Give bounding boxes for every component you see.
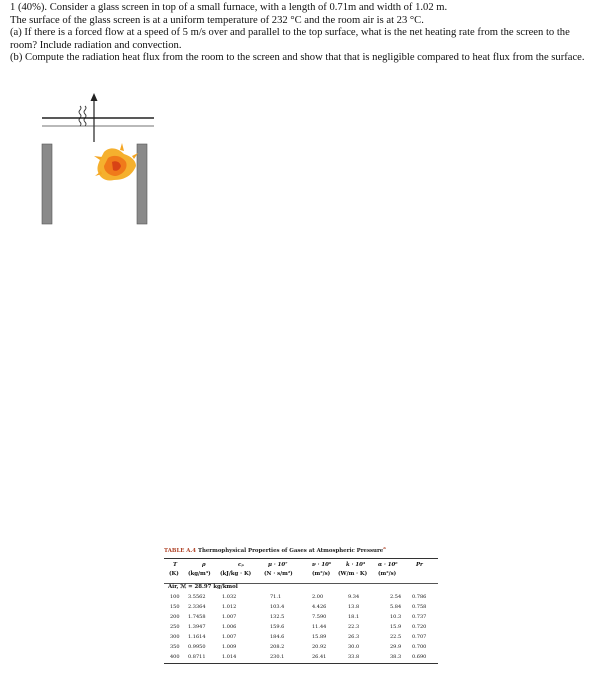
header-k-symbol: k · 10³ — [346, 561, 366, 568]
table-caption — [164, 545, 438, 554]
header-k-unit: (W/m · K) — [338, 570, 368, 577]
cell-mu: 159.6 — [270, 623, 285, 630]
furnace-figure — [0, 90, 200, 230]
cell-t: 250 — [170, 623, 180, 630]
cell-t: 400 — [170, 653, 180, 660]
cell-cp: 1.006 — [222, 623, 237, 630]
cell-k: 18.1 — [348, 613, 360, 620]
cell-rho: 1.7458 — [188, 613, 206, 620]
cell-cp: 1.014 — [222, 653, 237, 660]
cell-alpha: 5.84 — [390, 603, 402, 610]
cell-rho: 0.9950 — [188, 643, 206, 650]
cell-rho: 1.1614 — [188, 633, 206, 640]
furnace-diagram — [0, 90, 200, 230]
cell-alpha: 38.3 — [390, 653, 402, 660]
table-caption-note: a — [383, 545, 386, 550]
header-t-symbol: T — [173, 561, 178, 568]
header-pr-symbol: Pr — [416, 561, 423, 568]
cell-nu: 11.44 — [312, 623, 327, 630]
cell-pr: 0.737 — [412, 613, 427, 620]
cell-nu: 4.426 — [312, 603, 327, 610]
cell-pr: 0.707 — [412, 633, 427, 640]
cell-t: 350 — [170, 643, 180, 650]
flame-icon — [94, 143, 138, 181]
cell-cp: 1.009 — [222, 643, 237, 650]
cell-mu: 103.4 — [270, 603, 285, 610]
furnace-left-wall — [42, 144, 52, 224]
cell-cp: 1.032 — [222, 593, 237, 600]
cell-k: 30.0 — [348, 643, 360, 650]
wavy-line-left — [79, 106, 81, 126]
cell-rho: 3.5562 — [188, 593, 206, 600]
cell-alpha: 10.3 — [390, 613, 402, 620]
table-row — [164, 654, 438, 664]
cell-alpha: 29.9 — [390, 643, 402, 650]
header-rho-unit: (kg/m³) — [188, 570, 211, 577]
table-section-air: Air, ℳ = 28.97 kg/kmol — [168, 583, 238, 590]
furnace-right-wall — [137, 144, 147, 224]
table-caption-text: Thermophysical Properties of Gases at Atmospheric Pressure — [197, 547, 384, 554]
header-alpha-unit: (m²/s) — [378, 570, 397, 577]
cell-rho: 2.3364 — [188, 603, 206, 610]
cell-mu: 184.6 — [270, 633, 285, 640]
flow-arrow-head — [91, 93, 98, 101]
cell-nu: 20.92 — [312, 643, 327, 650]
cell-rho: 1.3947 — [188, 623, 206, 630]
cell-nu: 15.89 — [312, 633, 327, 640]
table-row — [164, 644, 438, 654]
cell-alpha: 15.9 — [390, 623, 402, 630]
header-cp-unit: (kJ/kg · K) — [220, 570, 252, 577]
header-mu-symbol: μ · 10⁷ — [268, 561, 288, 568]
cell-mu: 132.5 — [270, 613, 285, 620]
cell-k: 26.3 — [348, 633, 360, 640]
cell-mu: 230.1 — [270, 653, 285, 660]
cell-t: 150 — [170, 603, 180, 610]
header-rho-symbol: ρ — [202, 561, 206, 568]
cell-k: 9.34 — [348, 593, 360, 600]
cell-pr: 0.720 — [412, 623, 427, 630]
cell-k: 13.8 — [348, 603, 360, 610]
problem-part-a: (a) If there is a forced flow at a speed of 5 m/s over and parallel to the top surface, what is the net heating rate from the screen to the room? Include radiation and convection. — [10, 27, 570, 51]
cell-pr: 0.758 — [412, 603, 427, 610]
cell-t: 200 — [170, 613, 180, 620]
cell-cp: 1.012 — [222, 603, 237, 610]
wavy-line-right — [84, 106, 86, 126]
cell-nu: 7.590 — [312, 613, 327, 620]
cell-cp: 1.007 — [222, 633, 237, 640]
cell-t: 100 — [170, 593, 180, 600]
table-body — [164, 558, 438, 664]
cell-nu: 26.41 — [312, 653, 327, 660]
cell-t: 300 — [170, 633, 180, 640]
cell-nu: 2.00 — [312, 593, 324, 600]
table-row — [164, 594, 438, 604]
problem-statement — [10, 2, 595, 65]
cell-rho: 0.8711 — [188, 653, 206, 660]
table-row — [164, 624, 438, 634]
cell-pr: 0.690 — [412, 653, 427, 660]
cell-mu: 208.2 — [270, 643, 285, 650]
cell-alpha: 22.5 — [390, 633, 402, 640]
header-mu-unit: (N · s/m²) — [264, 570, 293, 577]
table-row — [164, 614, 438, 624]
cell-pr: 0.786 — [412, 593, 427, 600]
gas-properties-table — [164, 545, 438, 664]
cell-alpha: 2.54 — [390, 593, 402, 600]
problem-intro-line: 1 (40%). Consider a glass screen in top of a small furnace, with a length of 0.71m and width of 1.02 m. — [10, 2, 448, 13]
table-header — [164, 559, 438, 583]
header-cp-symbol: cₚ — [238, 561, 244, 568]
header-t-unit: (K) — [169, 570, 179, 577]
cell-mu: 71.1 — [270, 593, 282, 600]
cell-pr: 0.700 — [412, 643, 427, 650]
table-row — [164, 604, 438, 614]
header-nu-symbol: ν · 10⁶ — [312, 561, 332, 568]
cell-k: 33.8 — [348, 653, 360, 660]
problem-part-b: (b) Compute the radiation heat flux from the room to the screen and show that that is negligible compared to heat flux from the surface. — [10, 52, 585, 64]
header-alpha-symbol: α · 10⁶ — [378, 561, 398, 568]
problem-temperature-line: The surface of the glass screen is at a uniform temperature of 232 °C and the room air is at 23 °C. — [10, 14, 424, 26]
cell-cp: 1.007 — [222, 613, 237, 620]
header-nu-unit: (m²/s) — [312, 570, 331, 577]
table-row — [164, 634, 438, 644]
cell-k: 22.3 — [348, 623, 360, 630]
table-caption-label: TABLE A.4 — [164, 547, 197, 554]
